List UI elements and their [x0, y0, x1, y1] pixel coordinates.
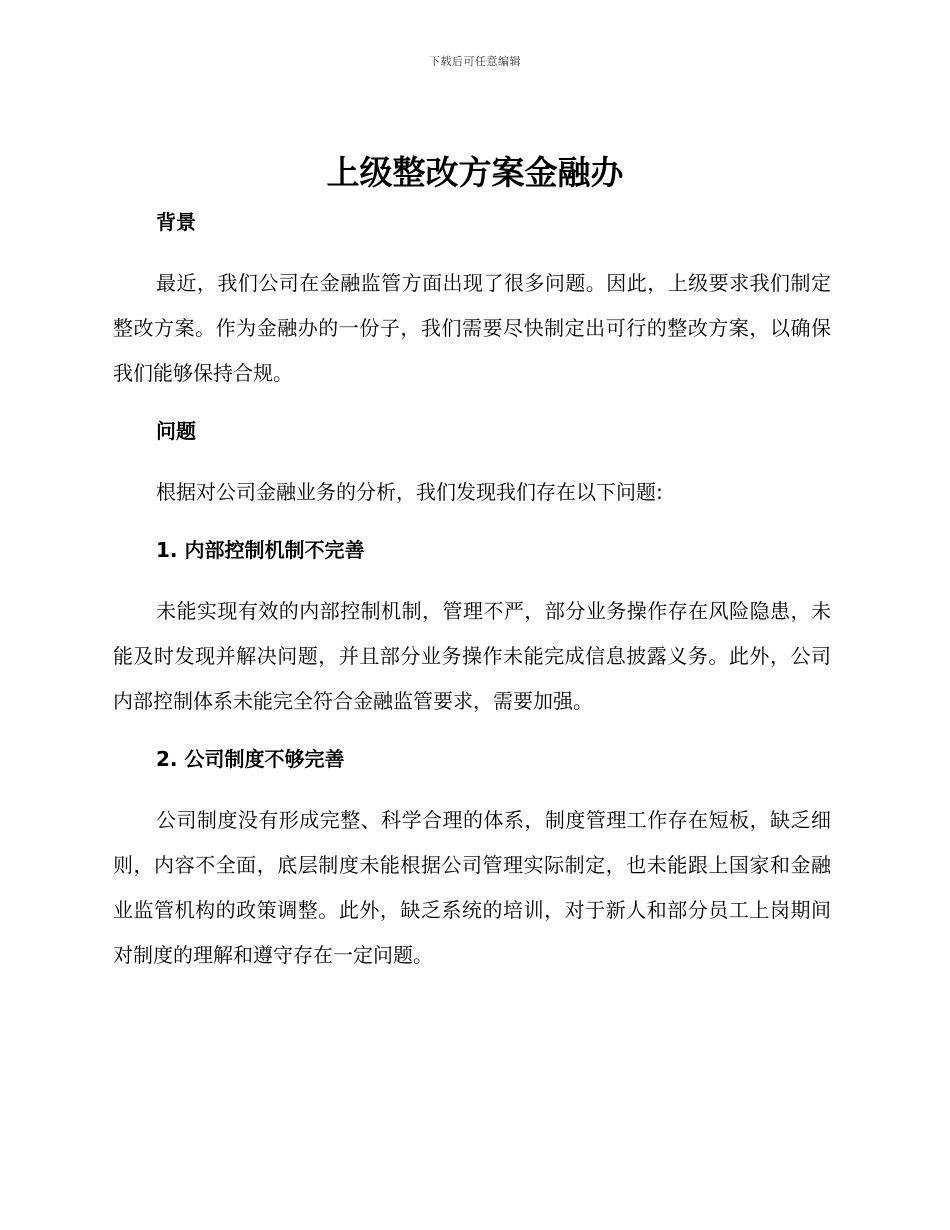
problem-1-paragraph: 未能实现有效的内部控制机制，管理不严，部分业务操作存在风险隐患，未能及时发现并解决问题，并且部分业务操作未能完成信息披露义务。此外，公司内部控制体系未能完全符合金融监管要求，需要加强。 — [113, 599, 831, 713]
section-heading-background: 背景 — [156, 210, 196, 234]
problems-intro-paragraph: 根据对公司金融业务的分析，我们发现我们存在以下问题: — [156, 480, 663, 504]
section-heading-problem-2: 2. 公司制度不够完善 — [156, 747, 345, 771]
section-heading-problem-1: 1. 内部控制机制不完善 — [156, 538, 365, 562]
section-heading-problems: 问题 — [156, 419, 196, 443]
document-body — [113, 205, 831, 978]
page-header-note: 下载后可任意编辑 — [429, 55, 521, 68]
problem-2-paragraph: 公司制度没有形成完整、科学合理的体系，制度管理工作存在短板，缺乏细则，内容不全面，底层制度未能根据公司管理实际制定，也未能跟上国家和金融业监管机构的政策调整。此外，缺乏系统的培训，对于新人和部分员工上岗期间对制度的理解和遵守存在一定问题。 — [113, 808, 831, 967]
background-paragraph: 最近，我们公司在金融监管方面出现了很多问题。因此，上级要求我们制定整改方案。作为金融办的一份子，我们需要尽快制定出可行的整改方案，以确保我们能够保持合规。 — [113, 271, 831, 385]
document-title: 上级整改方案金融办 — [326, 153, 624, 192]
